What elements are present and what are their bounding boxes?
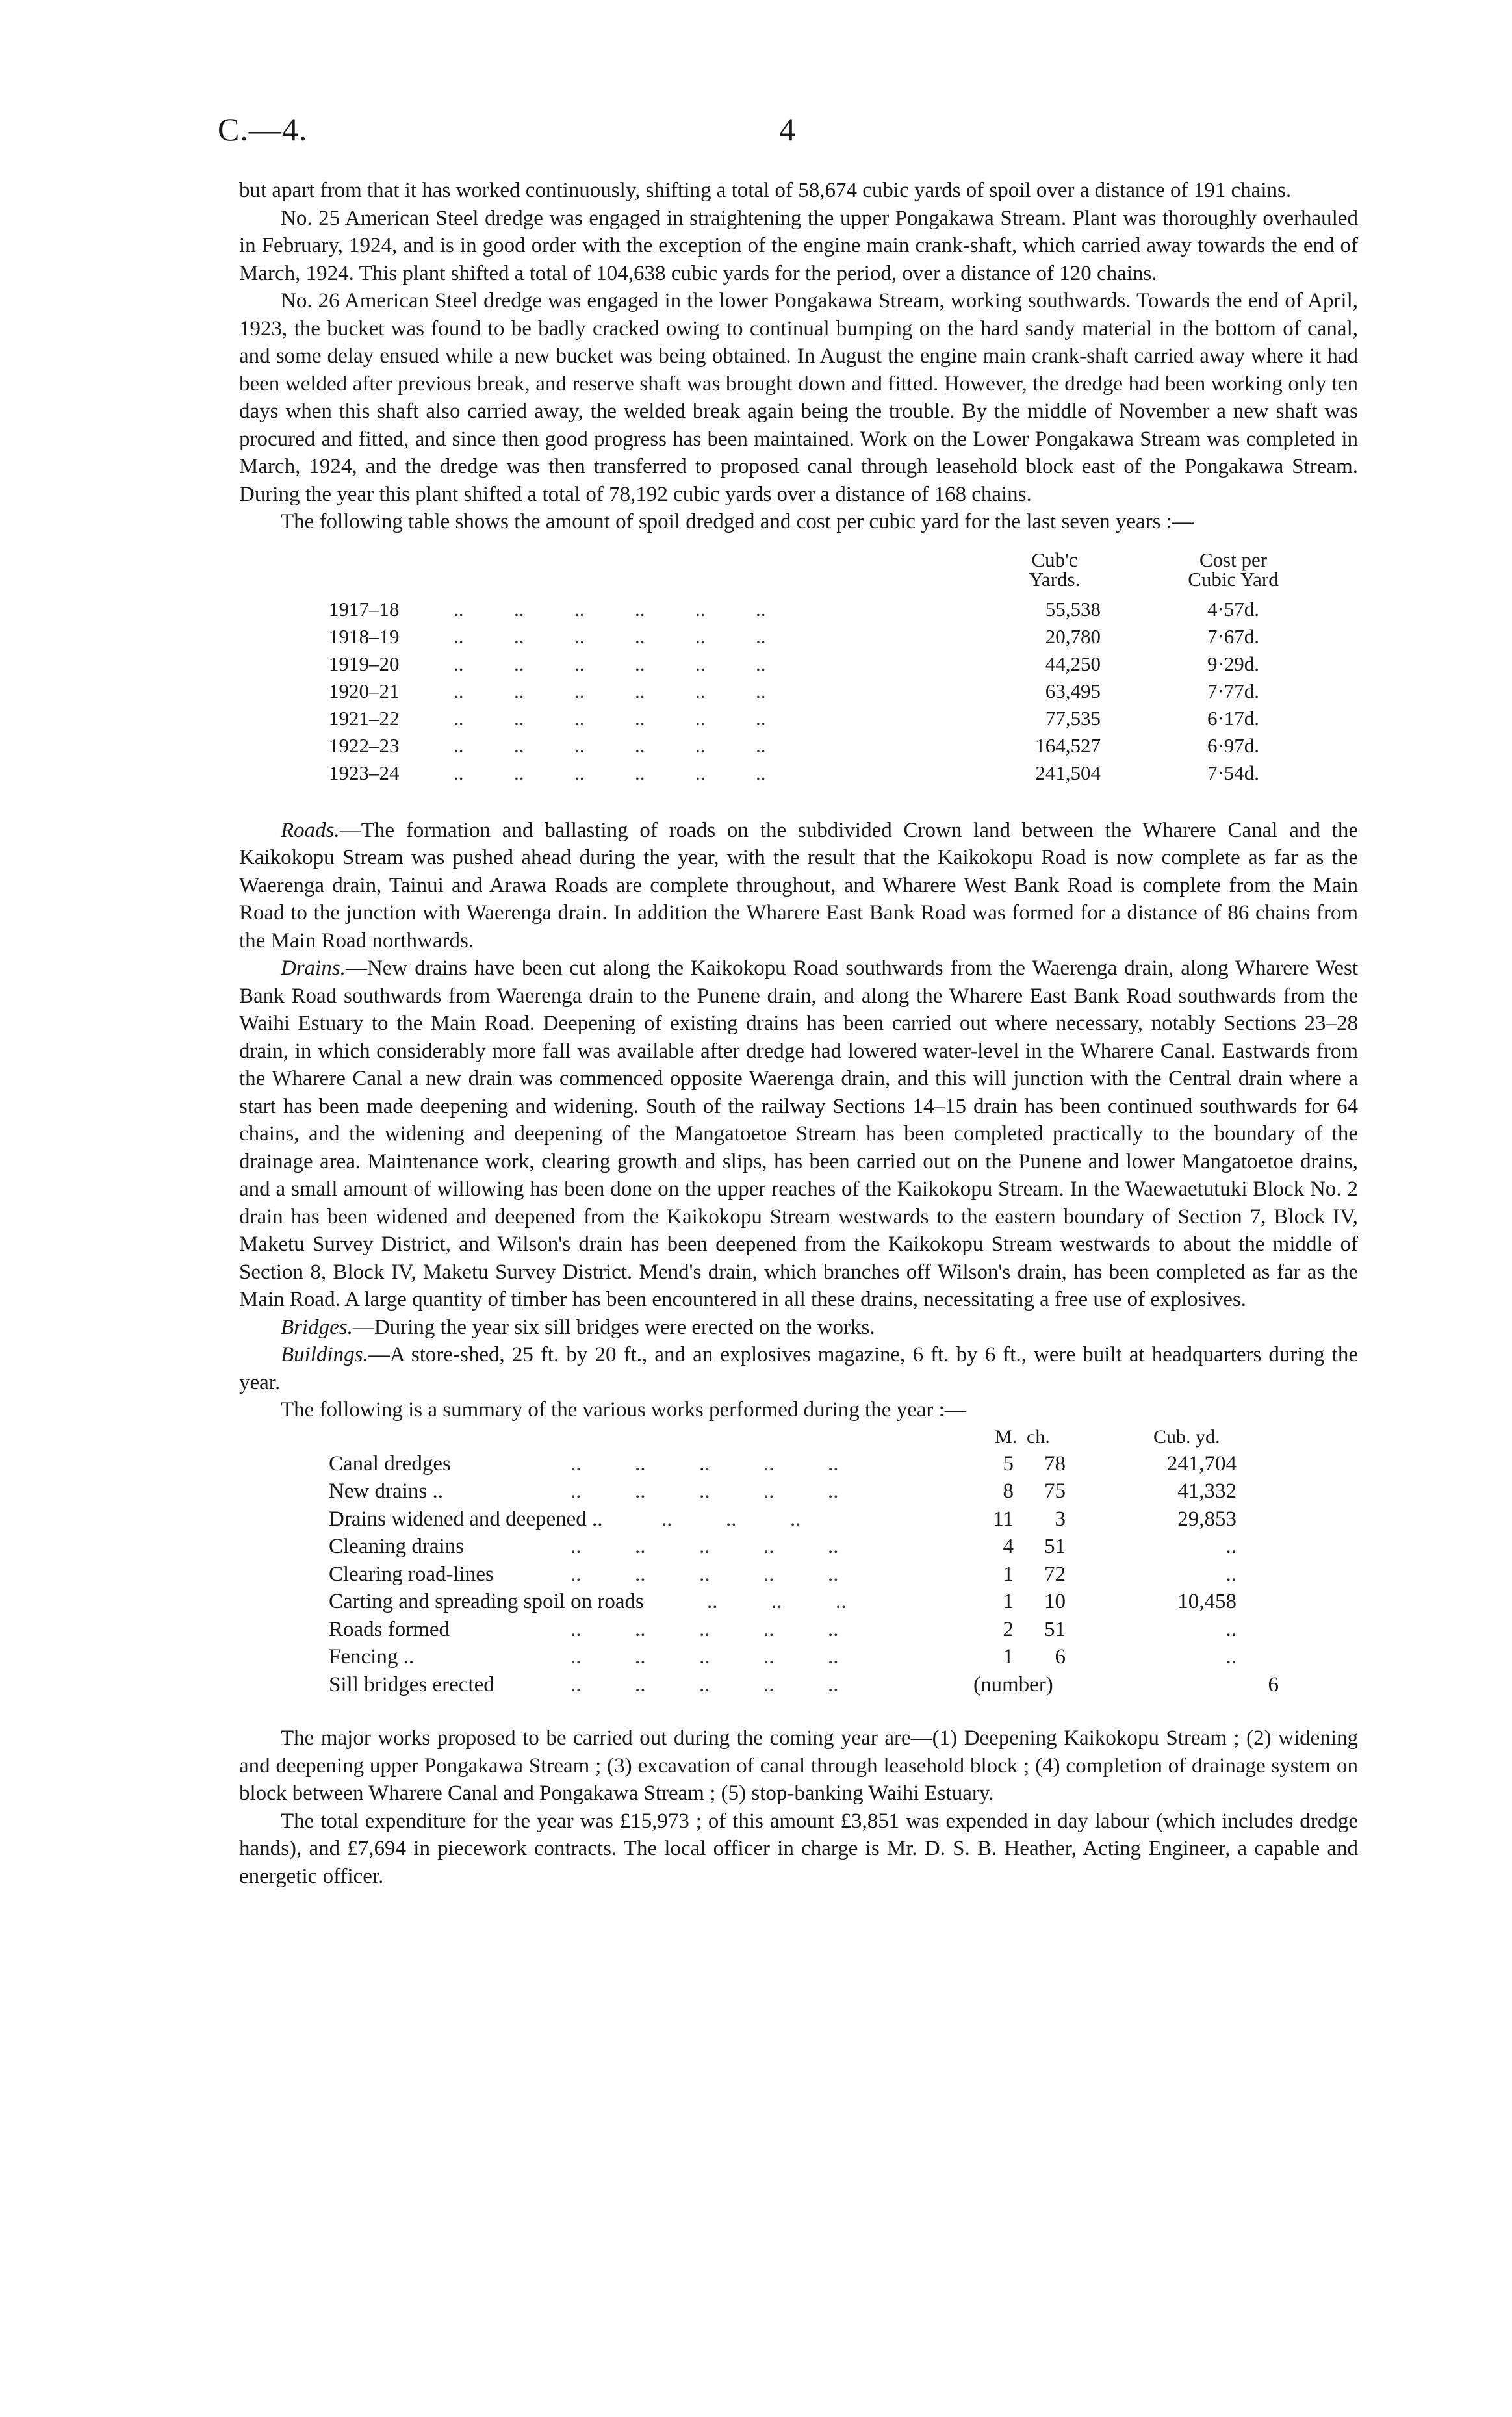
spoil-cost-table	[239, 541, 1358, 787]
works-table-row	[239, 1588, 1358, 1616]
works-table-row	[239, 1477, 1358, 1505]
chains-cell: 3	[1055, 1507, 1066, 1531]
summary-intro: The following is a summary of the various works performed during the year :—	[281, 1398, 966, 1422]
leader-dots: .. .. .. .. ..	[570, 1645, 839, 1669]
paragraph-major-works: The major works proposed to be carried out during the coming year are—(1) Deepening Kaikokopu Stream ; (2) widening and deepening upper Pongakawa Stream ; (3) excavation of canal through leasehold block ; (4) completion of drainage system on block between Wharere Canal and Pongakawa Stream ; (5) stop-banking Waihi Estuary.	[239, 1726, 1358, 1805]
cubic-yards-cell: 44,250	[1045, 652, 1101, 675]
leader-dots: .. .. .. .. .. ..	[454, 679, 766, 702]
year-cell: 1918–19	[329, 624, 400, 648]
col-header-chains: ch.	[1027, 1426, 1050, 1448]
works-summary-table	[239, 1424, 1358, 1699]
cubic-yards-cell: ..	[1225, 1562, 1237, 1586]
leader-dots: .. .. .. .. .. ..	[454, 706, 766, 730]
chains-cell: 75	[1044, 1479, 1066, 1503]
works-table-row	[239, 1643, 1358, 1671]
work-description: Carting and spreading spoil on roads	[329, 1590, 644, 1613]
page-number: 4	[779, 111, 795, 147]
cost-cell: 9·29d.	[1207, 652, 1260, 675]
section-heading-bridges: Bridges.	[281, 1315, 353, 1339]
works-table-row	[239, 1450, 1358, 1478]
year-cell: 1923–24	[329, 761, 400, 784]
leader-dots: .. .. .. .. .. ..	[454, 652, 766, 675]
leader-dots: .. .. ..	[707, 1590, 847, 1613]
leader-dots: .. .. .. .. ..	[570, 1451, 839, 1476]
chains-cell: 78	[1044, 1451, 1066, 1476]
chains-cell: 51	[1044, 1535, 1066, 1558]
section-bridges: Bridges.—During the year six sill bridges were erected on the works.	[281, 1315, 875, 1339]
leader-dots: .. .. ..	[661, 1507, 801, 1531]
chains-cell: 6	[1055, 1645, 1066, 1669]
leader-dots: .. .. .. .. .. ..	[454, 597, 766, 620]
work-description: Roads formed	[329, 1617, 450, 1641]
leader-dots: .. .. .. .. ..	[570, 1617, 839, 1641]
page-body	[239, 177, 1358, 1890]
section-heading-roads: Roads.	[281, 818, 340, 842]
work-description: Canal dredges	[329, 1451, 451, 1476]
leader-dots: .. .. .. .. .. ..	[454, 761, 766, 784]
year-cell: 1920–21	[329, 679, 400, 702]
paragraph-dredge-26: No. 26 American Steel dredge was engaged in the lower Pongakawa Stream, working southwards. Towards the end of April, 1923, the bucket was found to be badly cracked owing to continual bumping on the hard sandy material in the bottom of canal, and some delay ensued while a new bucket was being obtained. In August the engine main crank-shaft carried away where it had been welded after previous break, and reserve shaft was brought down and fitted. However, the dredge had been working only ten days when this shaft also carried away, the welded break again being the trouble. By the middle of November a new shaft was procured and fitted, and since then good progress has been maintained. Work on the Lower Pongakawa Stream was completed in March, 1924, and the dredge was then transferred to proposed canal through leasehold block east of the Pongakawa Stream. During the year this plant shifted a total of 78,192 cubic yards over a distance of 168 chains.	[239, 289, 1358, 506]
work-description: New drains ..	[329, 1479, 443, 1503]
cubic-yards-cell: ..	[1225, 1645, 1237, 1669]
chains-cell: 10	[1044, 1590, 1066, 1613]
cubic-yards-cell: 77,535	[1045, 706, 1101, 730]
section-buildings: Buildings.—A store-shed, 25 ft. by 20 ft., and an explosives magazine, 6 ft. by 6 ft., were built at headquarters during the year.	[239, 1343, 1358, 1394]
miles-cell: 11	[993, 1507, 1014, 1531]
year-cell: 1917–18	[329, 597, 400, 620]
cubic-yards-cell: ..	[1225, 1617, 1237, 1641]
cubic-yards-cell: 241,704	[1166, 1451, 1237, 1476]
works-row-sill-bridges: Sill bridges erected .. .. .. .. .. (number) 6	[329, 1672, 1279, 1696]
cubic-yards-cell: 41,332	[1177, 1479, 1237, 1503]
miles-cell: 4	[1003, 1535, 1014, 1558]
works-table-header	[239, 1424, 1358, 1450]
works-table-row	[239, 1561, 1358, 1589]
works-table-row	[239, 1533, 1358, 1561]
miles-cell: 8	[1003, 1479, 1014, 1503]
works-table-row	[239, 1616, 1358, 1644]
year-cell: 1921–22	[329, 706, 400, 730]
page-header	[218, 110, 1361, 156]
document-code: C.—4.	[218, 111, 308, 147]
cubic-yards-cell: 63,495	[1045, 679, 1101, 702]
year-cell: 1919–20	[329, 652, 400, 675]
work-description: Cleaning drains	[329, 1535, 465, 1558]
chains-cell: 72	[1044, 1562, 1066, 1586]
paragraph-table-intro: The following table shows the amount of spoil dredged and cost per cubic yard for the last seven years :—	[281, 510, 1194, 533]
col-header-cubic-yards: Cub'c Yards.	[1029, 548, 1081, 591]
cubic-yards-cell: ..	[1225, 1535, 1237, 1558]
cost-cell: 7·77d.	[1207, 679, 1260, 702]
spoil-table-row	[239, 732, 1358, 760]
spoil-table-rows	[239, 596, 1358, 787]
leader-dots: .. .. .. .. ..	[570, 1562, 839, 1586]
cubic-yards-cell: 241,504	[1035, 761, 1101, 784]
chains-cell: 51	[1044, 1617, 1066, 1641]
work-description: Fencing ..	[329, 1645, 415, 1669]
miles-cell: 5	[1003, 1451, 1014, 1476]
paragraph-continuation: but apart from that it has worked continuously, shifting a total of 58,674 cubic yards of spoil over a distance of 191 chains.	[239, 179, 1292, 202]
section-heading-drains: Drains.	[281, 956, 346, 980]
col-header-miles: M.	[995, 1426, 1018, 1448]
year-cell: 1922–23	[329, 734, 400, 757]
spoil-table-row	[239, 705, 1358, 732]
miles-cell: 1	[1003, 1590, 1014, 1613]
cubic-yards-cell: 164,527	[1035, 734, 1101, 757]
section-roads: Roads.—The formation and ballasting of roads on the subdivided Crown land between the Wharere Canal and the Kaikokopu Stream was pushed ahead during the year, with the result that the Kaikokopu Road is now complete as far as the Waerenga drain, Tainui and Arawa Roads are complete throughout, and Wharere West Bank Road is complete from the Main Road to the junction with Waerenga drain. In addition the Wharere East Bank Road was formed for a distance of 86 chains from the Main Road northwards.	[239, 818, 1358, 953]
paragraph-expenditure: The total expenditure for the year was £15,973 ; of this amount £3,851 was expended in day labour (which includes dredge hands), and £7,694 in piecework contracts. The local officer in charge is Mr. D. S. B. Heather, Acting Engineer, a capable and energetic officer.	[239, 1809, 1358, 1888]
leader-dots: .. .. .. .. ..	[570, 1479, 839, 1503]
spoil-table-row	[239, 678, 1358, 705]
cubic-yards-cell: 10,458	[1177, 1590, 1237, 1613]
works-table-rows	[239, 1450, 1358, 1671]
section-drains: Drains.—New drains have been cut along the Kaikokopu Road southwards from the Waerenga drain, along Wharere West Bank Road southwards from Waerenga drain to the Punene drain, and along the Wharere East Bank Road southwards from the Waihi Estuary to the Main Road. Deepening of existing drains has been carried out where necessary, notably Sections 23–28 drain, in which considerably more fall was available after dredge had lowered water-level in the Wharere Canal. Eastwards from the Wharere Canal a new drain was commenced opposite Waerenga drain, and this will junction with the Central drain where a start has been made deepening and widening. South of the railway Sections 14–15 drain has been continued southwards for 64 chains, and the widening and deepening of the Mangatoetoe Stream has been completed practically to the boundary of the drainage area. Maintenance work, clearing growth and slips, has been carried out on the Punene and lower Mangatoetoe drains, and a small amount of willowing has been done on the upper reaches of the Kaikokopu Stream. In the Waewaetutuki Block No. 2 drain has been widened and deepened from the Kaikokopu Stream westwards to the eastern boundary of Section 7, Block IV, Maketu Survey District, and Wilson's drain has been deepened from the Kaikokopu Stream westwards to about the middle of Section 8, Block IV, Maketu Survey District. Mend's drain, which branches off Wilson's drain, has been completed as far as the Main Road. A large quantity of timber has been encountered in all these drains, necessitating a free use of explosives.	[239, 956, 1358, 1311]
section-heading-buildings: Buildings.	[281, 1343, 368, 1366]
col-header-cost-per-yard: Cost per Cubic Yard	[1188, 548, 1279, 591]
cost-cell: 6·17d.	[1207, 706, 1260, 730]
cost-cell: 7·67d.	[1207, 624, 1260, 648]
works-table-row	[239, 1505, 1358, 1533]
miles-cell: 1	[1003, 1562, 1014, 1586]
spoil-table-row	[239, 623, 1358, 650]
cost-cell: 4·57d.	[1207, 597, 1260, 620]
miles-cell: 1	[1003, 1645, 1014, 1669]
spoil-table-row	[239, 596, 1358, 623]
cost-cell: 7·54d.	[1207, 761, 1260, 784]
spoil-table-row	[239, 650, 1358, 678]
cost-cell: 6·97d.	[1207, 734, 1260, 757]
cubic-yards-cell: 55,538	[1045, 597, 1101, 620]
cubic-yards-cell: 20,780	[1045, 624, 1101, 648]
miles-cell: 2	[1003, 1617, 1014, 1641]
spoil-table-header	[239, 541, 1358, 596]
leader-dots: .. .. .. .. .. ..	[454, 624, 766, 648]
leader-dots: .. .. .. .. .. ..	[454, 734, 766, 757]
paragraph-dredge-25: No. 25 American Steel dredge was engaged in straightening the upper Pongakawa Stream. Plant was thoroughly overhauled in February, 1924, and is in good order with the exception of the engine main crank-shaft, which carried away towards the end of March, 1924. This plant shifted a total of 104,638 cubic yards for the period, over a distance of 120 chains.	[239, 206, 1358, 285]
col-header-cubic-yards: Cub. yd.	[1153, 1426, 1220, 1448]
spoil-table-row	[239, 760, 1358, 787]
cubic-yards-cell: 29,853	[1177, 1507, 1237, 1531]
work-description: Drains widened and deepened ..	[329, 1507, 603, 1531]
work-description: Clearing road-lines	[329, 1562, 494, 1586]
leader-dots: .. .. .. .. ..	[570, 1535, 839, 1558]
